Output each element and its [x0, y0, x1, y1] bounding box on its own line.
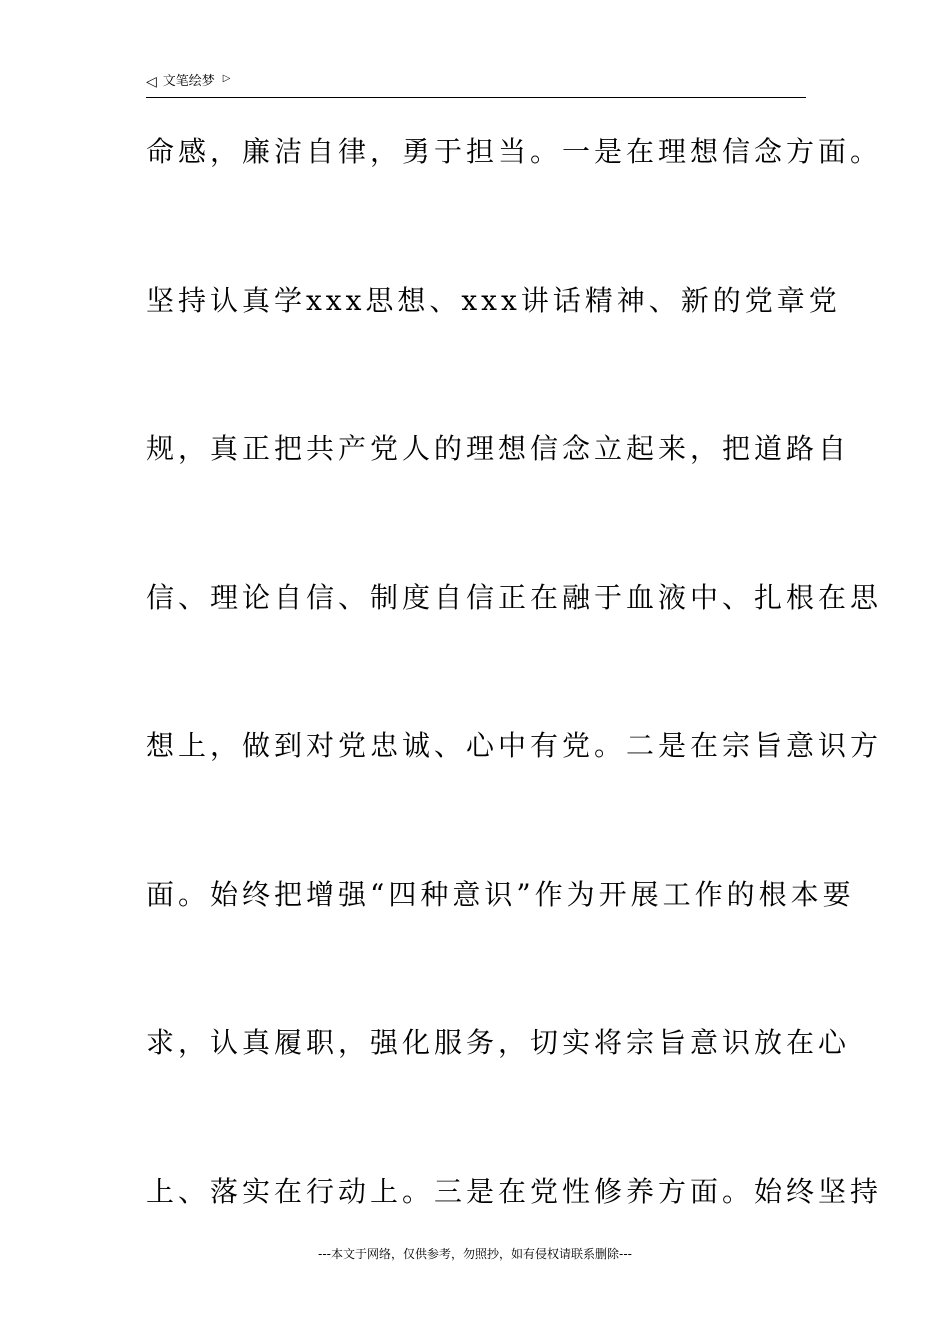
left-triangle-icon: ◁ [146, 74, 157, 90]
text-line-2: 坚持认真学xxx思想、xxx讲话精神、新的党章党 [146, 284, 841, 317]
text-line-1: 命感，廉洁自律，勇于担当。一是在理想信念方面。 [146, 135, 883, 168]
text-line-5: 想上，做到对党忠诚、心中有党。二是在宗旨意识方 [146, 729, 883, 762]
page-header [146, 72, 806, 98]
text-line-6: 面。始终把增强“四种意识”作为开展工作的根本要 [146, 878, 855, 911]
right-triangle-icon: ▷ [222, 73, 231, 84]
header-label-group [146, 74, 231, 90]
header-title: 文笔绘梦 [162, 74, 215, 89]
text-line-8: 上、落实在行动上。三是在党性修养方面。始终坚持 [146, 1175, 883, 1208]
text-line-4: 信、理论自信、制度自信正在融于血液中、扎根在思 [146, 581, 883, 614]
header-divider [146, 97, 806, 98]
text-line-7: 求，认真履职，强化服务，切实将宗旨意识放在心 [146, 1026, 851, 1059]
footer-notice: ---本文于网络，仅供参考，勿照抄，如有侵权请联系删除--- [318, 1247, 632, 1261]
text-line-3: 规，真正把共产党人的理想信念立起来，把道路自 [146, 432, 851, 465]
